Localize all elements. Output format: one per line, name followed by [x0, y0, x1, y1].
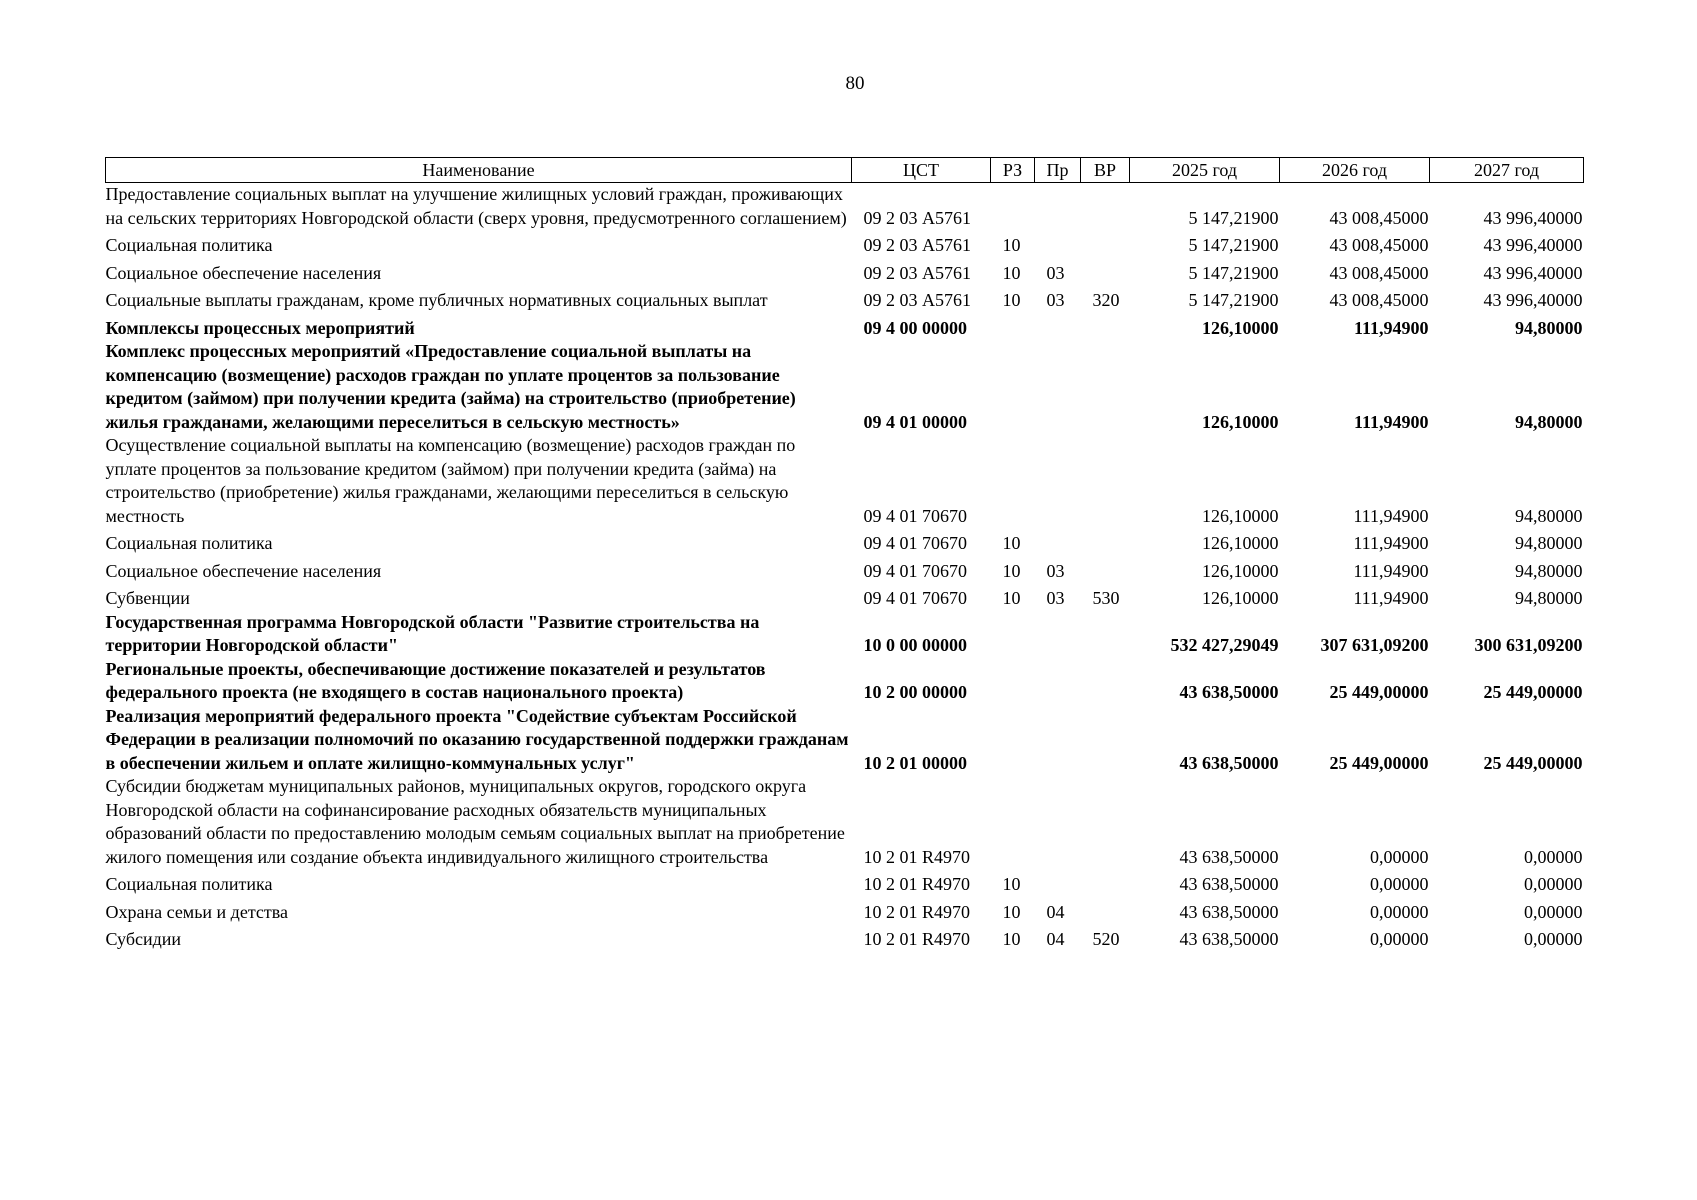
row-name: Социальное обеспечение населения: [105, 560, 382, 581]
row-2026: 0,00000: [1370, 846, 1429, 867]
row-cst: 09 4 01 70670: [863, 560, 967, 581]
row-2027: 94,80000: [1515, 505, 1583, 526]
header-cst: ЦСТ: [852, 158, 991, 183]
table-row: [106, 869, 1584, 897]
row-2027: 43 996,40000: [1483, 235, 1583, 255]
header-vr: ВР: [1081, 158, 1130, 183]
row-vr: [1081, 258, 1130, 286]
row-vr: 520: [1092, 929, 1120, 949]
row-2027: 43 996,40000: [1483, 290, 1583, 310]
row-name: Реализация мероприятий федерального проекта "Содействие субъектам Российской Федерации в реализации полномочий по оказанию государственной поддержки гражданам в обеспечении жильем и оплате жилищно-коммунальных услуг": [105, 705, 849, 773]
header-2025: 2025 год: [1130, 158, 1280, 183]
row-pr: [1035, 434, 1081, 528]
row-pr: [1035, 528, 1081, 556]
row-2025: 532 427,29049: [1170, 635, 1279, 655]
row-2026: 0,00000: [1370, 901, 1429, 922]
row-pr: 03: [1046, 290, 1065, 310]
row-name: Государственная программа Новгородской области "Развитие строительства на территории Новгородской области": [105, 611, 760, 655]
row-vr: [1081, 705, 1130, 776]
row-rz: 10: [1002, 588, 1021, 608]
row-rz: [991, 183, 1035, 231]
row-cst: 10 2 01 R4970: [863, 874, 971, 894]
row-pr: [1035, 611, 1081, 658]
row-2027: 43 996,40000: [1483, 207, 1583, 228]
table-row: [106, 258, 1584, 286]
row-name: Осуществление социальной выплаты на компенсацию (возмещение) расходов граждан по уплате процентов за пользование кредитом (займом) при получении кредита (займа) на строительство (приобретение) жилья гражданами, желающими переселиться в сельскую местность: [105, 435, 796, 526]
row-2026: 111,94900: [1353, 533, 1429, 553]
row-2025: 5 147,21900: [1188, 235, 1279, 255]
row-name: Субвенции: [105, 588, 190, 608]
row-2025: 5 147,21900: [1188, 262, 1279, 283]
row-pr: [1035, 340, 1081, 434]
table-row: [106, 658, 1584, 705]
table-row: [106, 775, 1584, 869]
budget-table: [105, 157, 1584, 952]
row-pr: [1035, 869, 1081, 897]
row-name: Социальное обеспечение населения: [105, 262, 382, 283]
row-pr: [1035, 183, 1081, 231]
row-cst: 09 4 00 00000: [863, 317, 967, 338]
row-2026: 43 008,45000: [1329, 235, 1429, 255]
table-row: [106, 556, 1584, 584]
row-rz: 10: [1002, 929, 1021, 949]
row-2027: 300 631,09200: [1474, 635, 1583, 655]
row-2026: 111,94900: [1353, 505, 1429, 526]
header-2027: 2027 год: [1430, 158, 1584, 183]
row-rz: 10: [1002, 235, 1021, 255]
row-pr: 03: [1046, 560, 1065, 581]
row-vr: [1081, 528, 1130, 556]
row-2027: 94,80000: [1515, 533, 1583, 553]
row-vr: [1081, 230, 1130, 258]
header-name: Наименование: [106, 158, 852, 183]
row-vr: [1081, 658, 1130, 705]
row-2027: 0,00000: [1524, 901, 1583, 922]
row-vr: [1081, 869, 1130, 897]
row-vr: [1081, 434, 1130, 528]
row-2027: 94,80000: [1515, 411, 1583, 432]
row-rz: 10: [1002, 262, 1021, 283]
row-2027: 0,00000: [1524, 846, 1583, 867]
row-2025: 126,10000: [1202, 411, 1279, 432]
row-2025: 43 638,50000: [1179, 682, 1279, 702]
row-2025: 126,10000: [1202, 505, 1279, 526]
row-2025: 5 147,21900: [1188, 207, 1279, 228]
row-cst: 09 2 03 А5761: [863, 207, 971, 228]
row-cst: 09 2 03 А5761: [863, 290, 971, 310]
row-vr: [1081, 611, 1130, 658]
row-2026: 111,94900: [1353, 317, 1429, 338]
row-name: Региональные проекты, обеспечивающие достижение показателей и результатов федерального проекта (не входящего в состав национального проекта): [105, 658, 766, 702]
table-row: [106, 924, 1584, 952]
row-2025: 43 638,50000: [1179, 752, 1279, 773]
row-2026: 43 008,45000: [1329, 290, 1429, 310]
row-name: Охрана семьи и детства: [105, 901, 289, 922]
row-pr: [1035, 705, 1081, 776]
row-pr: 04: [1046, 929, 1065, 949]
row-2026: 0,00000: [1370, 929, 1429, 949]
row-cst: 09 4 01 70670: [863, 588, 967, 608]
row-2026: 111,94900: [1353, 560, 1429, 581]
table-body: [106, 183, 1584, 952]
row-pr: [1035, 775, 1081, 869]
row-pr: [1035, 313, 1081, 341]
row-2027: 25 449,00000: [1483, 682, 1583, 702]
row-2026: 25 449,00000: [1329, 682, 1429, 702]
header-2026: 2026 год: [1280, 158, 1430, 183]
row-rz: [991, 658, 1035, 705]
row-name: Субсидии бюджетам муниципальных районов, муниципальных округов, городского округа Новгородской области на софинансирование расходных обязательств муниципальных образований области по предоставлению молодым семьям социальных выплат на приобретение жилого помещения или создание объекта индивидуального жилищного строительства: [105, 776, 845, 867]
row-2025: 43 638,50000: [1179, 901, 1279, 922]
row-2025: 43 638,50000: [1179, 874, 1279, 894]
row-2027: 0,00000: [1524, 929, 1583, 949]
row-pr: 04: [1046, 901, 1065, 922]
row-name: Социальная политика: [105, 874, 273, 894]
row-2027: 25 449,00000: [1483, 752, 1583, 773]
table-row: [106, 183, 1584, 231]
table-row: [106, 285, 1584, 313]
row-vr: [1081, 775, 1130, 869]
row-rz: [991, 340, 1035, 434]
table-row: [106, 230, 1584, 258]
row-pr: [1035, 230, 1081, 258]
row-2025: 126,10000: [1202, 533, 1279, 553]
table-row: [106, 897, 1584, 925]
row-name: Социальная политика: [105, 235, 273, 255]
row-rz: [991, 775, 1035, 869]
table-row: [106, 434, 1584, 528]
row-rz: [991, 705, 1035, 776]
row-rz: [991, 313, 1035, 341]
row-name: Социальные выплаты гражданам, кроме публичных нормативных социальных выплат: [105, 290, 768, 310]
row-2025: 126,10000: [1202, 560, 1279, 581]
row-2026: 25 449,00000: [1329, 752, 1429, 773]
row-2025: 43 638,50000: [1179, 846, 1279, 867]
row-pr: [1035, 658, 1081, 705]
row-vr: 320: [1092, 290, 1120, 310]
row-cst: 10 0 00 00000: [863, 635, 967, 655]
row-2025: 43 638,50000: [1179, 929, 1279, 949]
row-cst: 10 2 01 R4970: [863, 846, 971, 867]
row-pr: 03: [1046, 588, 1065, 608]
row-rz: 10: [1002, 901, 1021, 922]
table-row: [106, 528, 1584, 556]
table-row: [106, 313, 1584, 341]
row-2026: 43 008,45000: [1329, 262, 1429, 283]
row-2026: 0,00000: [1370, 874, 1429, 894]
row-pr: 03: [1046, 262, 1065, 283]
row-cst: 09 4 01 00000: [863, 411, 967, 432]
row-2026: 43 008,45000: [1329, 207, 1429, 228]
row-rz: 10: [1002, 560, 1021, 581]
row-name: Комплексы процессных мероприятий: [105, 317, 415, 338]
row-2027: 94,80000: [1515, 560, 1583, 581]
row-vr: [1081, 897, 1130, 925]
row-2025: 126,10000: [1202, 317, 1279, 338]
row-vr: [1081, 556, 1130, 584]
row-2026: 111,94900: [1353, 588, 1429, 608]
row-cst: 09 2 03 А5761: [863, 262, 971, 283]
table-row: [106, 340, 1584, 434]
table-row: [106, 583, 1584, 611]
row-rz: 10: [1002, 290, 1021, 310]
row-rz: [991, 434, 1035, 528]
page-number: 80: [845, 73, 865, 94]
row-cst: 09 2 03 А5761: [863, 235, 971, 255]
row-cst: 09 4 01 70670: [863, 505, 967, 526]
row-2026: 307 631,09200: [1320, 635, 1429, 655]
row-2025: 126,10000: [1202, 588, 1279, 608]
row-rz: 10: [1002, 874, 1021, 894]
row-vr: [1081, 340, 1130, 434]
row-cst: 09 4 01 70670: [863, 533, 967, 553]
table-row: [106, 611, 1584, 658]
row-cst: 10 2 00 00000: [863, 682, 967, 702]
row-name: Комплекс процессных мероприятий «Предоставление социальной выплаты на компенсацию (возмещение) расходов граждан по уплате процентов за пользование кредитом (займом) при получении кредита (займа) на строительство (приобретение) жилья гражданами, желающими переселиться в сельскую местность»: [105, 341, 796, 432]
row-2025: 5 147,21900: [1188, 290, 1279, 310]
row-vr: 530: [1092, 588, 1120, 608]
header-rz: РЗ: [991, 158, 1035, 183]
row-cst: 10 2 01 R4970: [863, 901, 971, 922]
row-rz: 10: [1002, 533, 1021, 553]
row-vr: [1081, 313, 1130, 341]
row-name: Предоставление социальных выплат на улучшение жилищных условий граждан, проживающих на сельских территориях Новгородской области (сверх уровня, предусмотренного соглашением): [105, 184, 847, 228]
row-2027: 0,00000: [1524, 874, 1583, 894]
row-name: Социальная политика: [105, 533, 273, 553]
row-rz: [991, 611, 1035, 658]
header-pr: Пр: [1035, 158, 1081, 183]
table-row: [106, 705, 1584, 776]
row-2027: 43 996,40000: [1483, 262, 1583, 283]
row-vr: [1081, 183, 1130, 231]
row-2026: 111,94900: [1353, 411, 1429, 432]
row-2027: 94,80000: [1515, 317, 1583, 338]
row-cst: 10 2 01 00000: [863, 752, 967, 773]
row-cst: 10 2 01 R4970: [863, 929, 971, 949]
table-header-row: [106, 158, 1584, 183]
row-name: Субсидии: [105, 929, 182, 949]
row-2027: 94,80000: [1515, 588, 1583, 608]
